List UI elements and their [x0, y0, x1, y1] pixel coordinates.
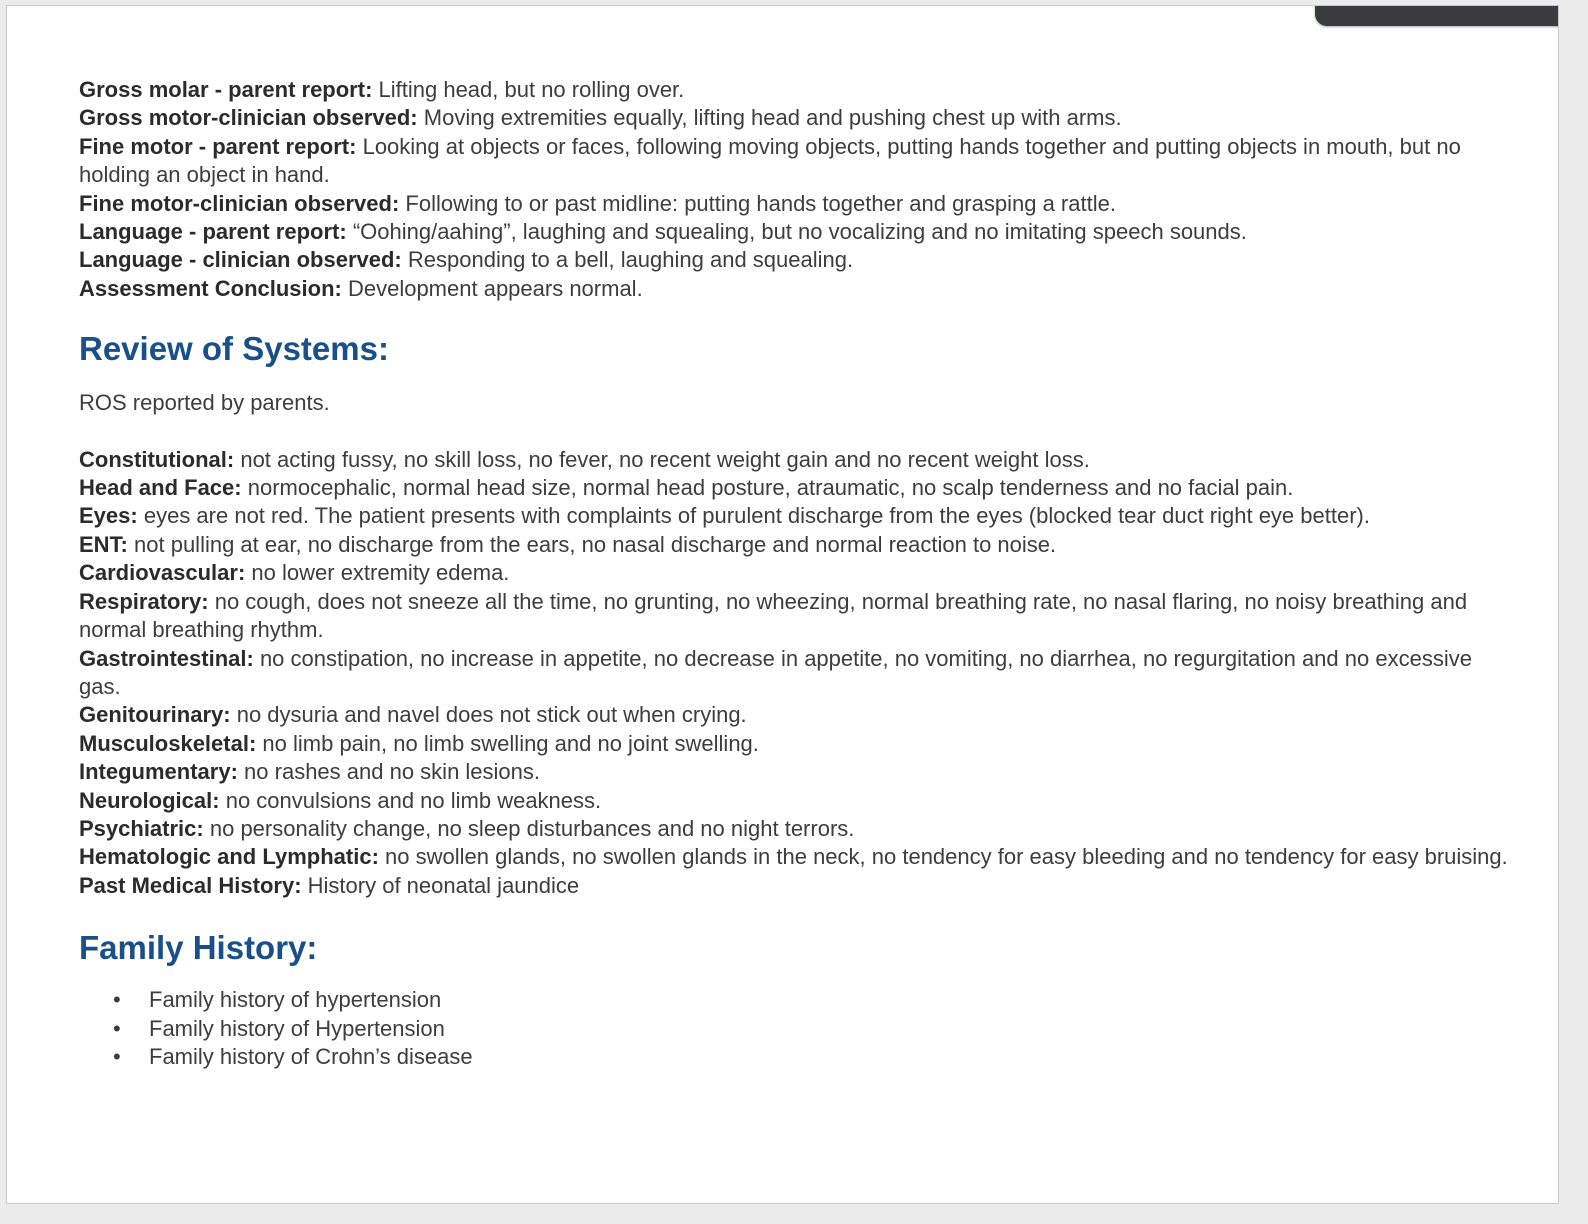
- development-section: [79, 76, 1509, 303]
- dev-label: Gross molar - parent report:: [79, 77, 373, 102]
- ros-text: no personality change, no sleep disturbances and no night terrors.: [209, 815, 855, 841]
- ros-intro-text: ROS reported by parents.: [79, 390, 330, 416]
- ros-label: Genitourinary:: [79, 702, 231, 728]
- list-item-text: Family history of Hypertension: [149, 1015, 445, 1041]
- ros-label: Psychiatric:: [79, 815, 204, 841]
- ros-label: Integumentary:: [79, 759, 238, 785]
- ros-section: [79, 446, 1509, 901]
- ros-item-gastrointestinal: [79, 645, 1509, 702]
- ros-text: not pulling at ear, no discharge from the ears, no nasal discharge and normal reaction to noise.: [134, 531, 1057, 557]
- ros-label: ENT:: [79, 531, 128, 557]
- dev-line-language-parent: [79, 218, 1509, 246]
- ros-text: no cough, does not sneeze all the time, no grunting, no wheezing, normal breathing rate, no nasal flaring, no noisy breathing and normal breathing rhythm.: [79, 588, 1468, 643]
- dev-text: Lifting head, but no rolling over.: [378, 77, 685, 102]
- ros-item-cardiovascular: [79, 559, 1509, 587]
- dev-line-gross-motor-clinician: [79, 104, 1509, 132]
- ros-label: Head and Face:: [79, 475, 242, 501]
- dev-line-language-clinician: [79, 246, 1509, 274]
- ros-item-respiratory: [79, 588, 1509, 645]
- document-page: [6, 5, 1559, 1204]
- ros-text: no constipation, no increase in appetite, no decrease in appetite, no vomiting, no diarrhea, no regurgitation and no excessive gas.: [79, 645, 1472, 699]
- ros-item-psychiatric: [79, 815, 1509, 843]
- dev-line-assessment-conclusion: [79, 275, 1509, 303]
- dev-text: Development appears normal.: [347, 275, 643, 301]
- ros-item-ent: [79, 531, 1509, 559]
- list-item-text: Family history of Crohn’s disease: [149, 1043, 473, 1069]
- dev-label: Language - parent report:: [79, 219, 347, 245]
- ros-text: no dysuria and navel does not stick out when crying.: [236, 702, 747, 728]
- ros-label: Eyes:: [79, 503, 138, 529]
- ros-item-past-medical-history: [79, 872, 1509, 900]
- ros-text: History of neonatal jaundice: [307, 872, 580, 898]
- ros-text: eyes are not red. The patient presents with complaints of purulent discharge from the eyes (blocked tear duct right eye better).: [143, 503, 1370, 529]
- note-content: [79, 76, 1509, 1071]
- list-item-text: Family history of hypertension: [149, 987, 442, 1013]
- ros-label: Musculoskeletal:: [79, 730, 257, 756]
- ros-label: Constitutional:: [79, 446, 235, 472]
- ros-item-musculoskeletal: [79, 730, 1509, 758]
- dev-text: Responding to a bell, laughing and squealing.: [407, 247, 854, 273]
- window-corner-tab: [1315, 5, 1559, 26]
- dev-label: Fine motor-clinician observed:: [79, 190, 400, 216]
- bullet-icon: •: [113, 987, 121, 1013]
- dev-label: Language - clinician observed:: [79, 247, 402, 273]
- ros-text: normocephalic, normal head size, normal head posture, atraumatic, no scalp tenderness and no facial pain.: [247, 475, 1294, 501]
- dev-line-fine-motor-clinician: [79, 190, 1509, 218]
- family-history-list: [79, 986, 1509, 1071]
- ros-text: no rashes and no skin lesions.: [244, 759, 541, 785]
- ros-item-hematologic-lymphatic: [79, 843, 1509, 871]
- review-of-systems-heading: Review of Systems:: [79, 330, 389, 368]
- dev-line-fine-motor-parent: [79, 133, 1509, 190]
- ros-label: Respiratory:: [79, 588, 209, 614]
- ros-item-eyes: [79, 502, 1509, 530]
- dev-label: Gross motor-clinician observed:: [79, 105, 418, 131]
- bullet-icon: •: [113, 1043, 121, 1069]
- ros-label: Gastrointestinal:: [79, 645, 254, 671]
- ros-label: Cardiovascular:: [79, 560, 246, 586]
- dev-label: Assessment Conclusion:: [79, 275, 342, 301]
- ros-item-head-face: [79, 474, 1509, 502]
- ros-label: Neurological:: [79, 787, 220, 813]
- ros-text: no lower extremity edema.: [251, 560, 510, 586]
- dev-text: Moving extremities equally, lifting head and pushing chest up with arms.: [423, 105, 1122, 131]
- list-item: [113, 986, 1509, 1014]
- dev-text: Following to or past midline: putting hands together and grasping a rattle.: [405, 190, 1116, 216]
- family-history-heading: Family History:: [79, 929, 318, 967]
- ros-item-genitourinary: [79, 701, 1509, 729]
- ros-text: no limb pain, no limb swelling and no joint swelling.: [262, 730, 759, 756]
- ros-item-constitutional: [79, 446, 1509, 474]
- ros-label: Past Medical History:: [79, 872, 302, 898]
- dev-label: Fine motor - parent report:: [79, 133, 357, 159]
- bullet-icon: •: [113, 1015, 121, 1041]
- ros-label: Hematologic and Lymphatic:: [79, 844, 379, 870]
- dev-text: “Oohing/aahing”, laughing and squealing, but no vocalizing and no imitating speech sounds.: [352, 219, 1247, 245]
- ros-item-integumentary: [79, 758, 1509, 786]
- dev-line-gross-molar-parent: [79, 76, 1509, 104]
- ros-text: no swollen glands, no swollen glands in the neck, no tendency for easy bleeding and no tendency for easy bruising.: [385, 844, 1508, 870]
- ros-text: not acting fussy, no skill loss, no fever, no recent weight gain and no recent weight loss.: [240, 446, 1090, 472]
- list-item: [113, 1043, 1509, 1071]
- list-item: [113, 1015, 1509, 1043]
- dev-text: Looking at objects or faces, following moving objects, putting hands together and putting objects in mouth, but no holding an object in hand.: [79, 133, 1461, 188]
- ros-text: no convulsions and no limb weakness.: [225, 787, 602, 813]
- ros-item-neurological: [79, 787, 1509, 815]
